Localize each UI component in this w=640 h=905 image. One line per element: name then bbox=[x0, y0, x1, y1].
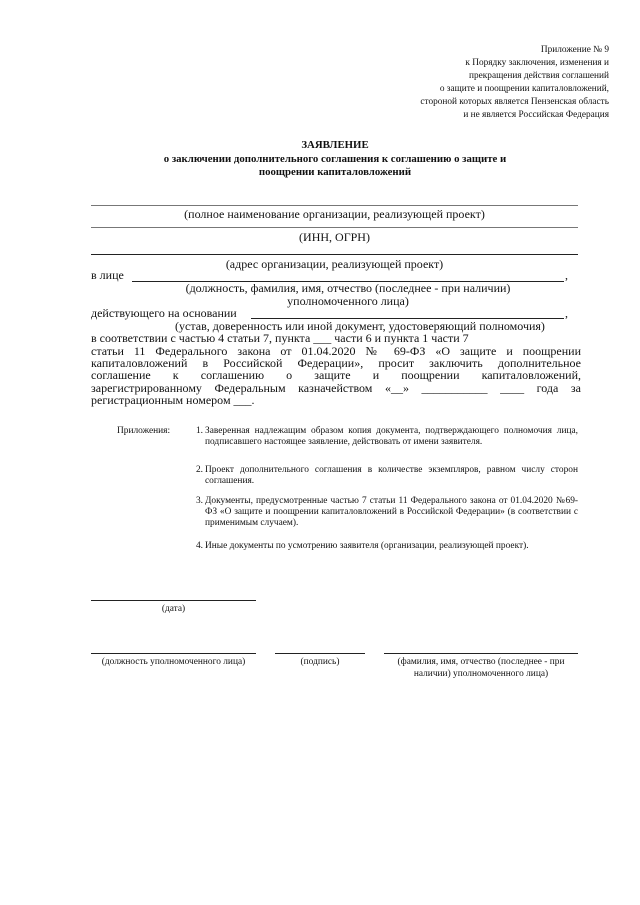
body-line: в соответствии с частью 4 статьи 7, пункта ___ части 6 и пункта 1 части 7 bbox=[91, 331, 469, 345]
inn-caption: (ИНН, ОГРН) bbox=[299, 230, 370, 244]
person-caption-line2: уполномоченного лица) bbox=[287, 294, 409, 308]
appendix-line: Приложение № 9 bbox=[540, 45, 609, 55]
attachment-item: Проект дополнительного соглашения в количестве экземпляров, равном числу сторон соглашения. bbox=[205, 465, 578, 487]
body-line: регистрационным номером ___. bbox=[91, 393, 255, 407]
address-line[interactable] bbox=[91, 254, 578, 255]
position-line[interactable] bbox=[91, 653, 256, 654]
basis-caption: (устав, доверенность или иной документ, удостоверяющий полномочия) bbox=[175, 319, 545, 333]
org-name-line[interactable] bbox=[91, 205, 578, 206]
document-title: ЗАЯВЛЕНИЕ bbox=[301, 139, 369, 151]
document-subtitle-line1: о заключении дополнительного соглашения к соглашению о защите и bbox=[163, 153, 507, 165]
appendix-line: о защите и поощрении капиталовложений, bbox=[439, 84, 609, 94]
signature-line[interactable] bbox=[275, 653, 365, 654]
attachment-number: 4. bbox=[195, 541, 203, 551]
org-name-caption: (полное наименование организации, реализующей проект) bbox=[184, 207, 485, 221]
inn-line[interactable] bbox=[91, 227, 578, 228]
attachment-number: 3. bbox=[195, 496, 203, 506]
address-caption: (адрес организации, реализующей проект) bbox=[225, 257, 444, 271]
appendix-line: стороной которых является Пензенская область bbox=[420, 97, 609, 107]
date-line[interactable] bbox=[91, 600, 256, 601]
appendix-header bbox=[289, 44, 609, 122]
person-caption-line1: (должность, фамилия, имя, отчество (последнее - при наличии) bbox=[185, 281, 511, 295]
basis-label: действующего на основании bbox=[91, 306, 237, 320]
attachment-item: Иные документы по усмотрению заявителя (организации, реализующей проект). bbox=[205, 541, 529, 551]
body-line: соглашение к соглашению о защите и поощрении капиталовложений, bbox=[91, 368, 581, 382]
full-name-line[interactable] bbox=[384, 653, 578, 654]
body-line: статьи 11 Федерального закона от 01.04.2020 № 69-ФЗ «О защите и поощрении bbox=[91, 344, 581, 358]
body-line: зарегистрированному Федеральным казначейством «__» ___________ ____ года за bbox=[91, 381, 581, 395]
signature-caption: (подпись) bbox=[300, 657, 340, 667]
attachment-item: Документы, предусмотренные частью 7 статьи 11 Федерального закона от 01.04.2020 №69-ФЗ «О защите и поощрении капиталовложений в Российской Федерации» (в соответствии с применимым случаем). bbox=[205, 496, 578, 529]
attachment-number: 2. bbox=[195, 465, 203, 475]
document-subtitle-line2: поощрении капиталовложений bbox=[258, 166, 412, 178]
position-caption: (должность уполномоченного лица) bbox=[101, 657, 246, 667]
in-person-label: в лице bbox=[91, 268, 124, 282]
date-caption: (дата) bbox=[161, 604, 186, 614]
in-person-comma: , bbox=[565, 268, 568, 282]
full-name-caption: (фамилия, имя, отчество (последнее - при наличии) уполномоченного лица) bbox=[397, 657, 565, 679]
attachment-item: Заверенная надлежащим образом копия документа, подтверждающего полномочия лица, подписавшего настоящее заявление, действовать от имени заявителя. bbox=[205, 426, 578, 448]
body-line: капиталовложений в Российской Федерации», просит заключить дополнительное bbox=[91, 356, 581, 370]
attachment-number: 1. bbox=[195, 426, 203, 436]
appendix-line: и не является Российская Федерация bbox=[463, 110, 609, 120]
attachments-label: Приложения: bbox=[117, 426, 171, 436]
appendix-line: к Порядку заключения, изменения и bbox=[465, 58, 609, 68]
basis-comma: , bbox=[565, 306, 568, 320]
appendix-line: прекращения действия соглашений bbox=[469, 71, 609, 81]
